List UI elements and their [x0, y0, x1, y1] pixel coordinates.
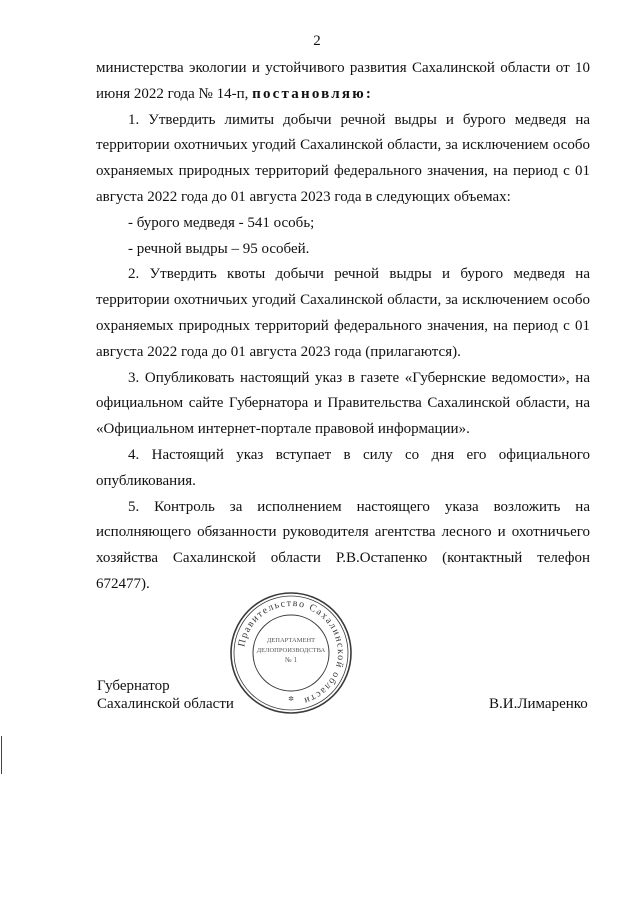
decree-word: постановляю:: [252, 85, 374, 102]
lead-text: министерства экологии и устойчивого развития Сахалинской области от 10 июня 2022 года № 14-п,: [96, 60, 590, 102]
seal-ring-textpath: Правительство Сахалинской области: [236, 597, 347, 707]
item-1: 1. Утвердить лимиты добычи речной выдры и бурого медведя на территории охотничьих угодий Сахалинской области, за исключением особо охраняемых природных территорий федерального значения, на период с 01 августа 2022 года до 01 августа 2023 года в следующих объемах:: [96, 111, 590, 205]
item-5: 5. Контроль за исполнением настоящего указа возложить на исполняющего обязанности руководителя агентства лесного и охотничьего хозяйства Сахалинской области Р.В.Остапенко (контактный телефон 672477).: [96, 498, 590, 592]
item-1-otter: - речной выдры – 95 особей.: [128, 240, 310, 257]
lead-paragraph: [96, 56, 590, 108]
signer-title: [97, 677, 234, 713]
official-seal: [229, 591, 353, 715]
seal-star-icon: ✲: [288, 695, 294, 703]
signer-title-line2: Сахалинской области: [97, 696, 234, 712]
seal-center-line3: № 1: [285, 656, 297, 664]
item-4: 4. Настоящий указ вступает в силу со дня его официального опубликования.: [96, 446, 590, 489]
page-number: 2: [313, 33, 321, 49]
seal-center-line1: ДЕПАРТАМЕНТ: [266, 637, 316, 644]
seal-center-line2: ДЕЛОПРОИЗВОДСТВА: [256, 647, 326, 654]
item-2: 2. Утвердить квоты добычи речной выдры и бурого медведя на территории охотничьих угодий Сахалинской области, за исключением особо охраняемых природных территорий федерального значения, на период с 01 августа 2022 года до 01 августа 2023 года (прилагаются).: [96, 266, 590, 360]
seal-graphic: [229, 591, 353, 715]
item-1-bear: - бурого медведя - 541 особь;: [128, 214, 315, 231]
document-body: [96, 56, 590, 598]
margin-mark: [1, 736, 2, 774]
item-3: 3. Опубликовать настоящий указ в газете «Губернские ведомости», на официальном сайте Губернатора и Правительства Сахалинской области, на «Официальном интернет-портале правовой информации».: [96, 369, 590, 438]
signer-name: В.И.Лимаренко: [489, 696, 588, 712]
signer-title-line1: Губернатор: [97, 678, 170, 694]
